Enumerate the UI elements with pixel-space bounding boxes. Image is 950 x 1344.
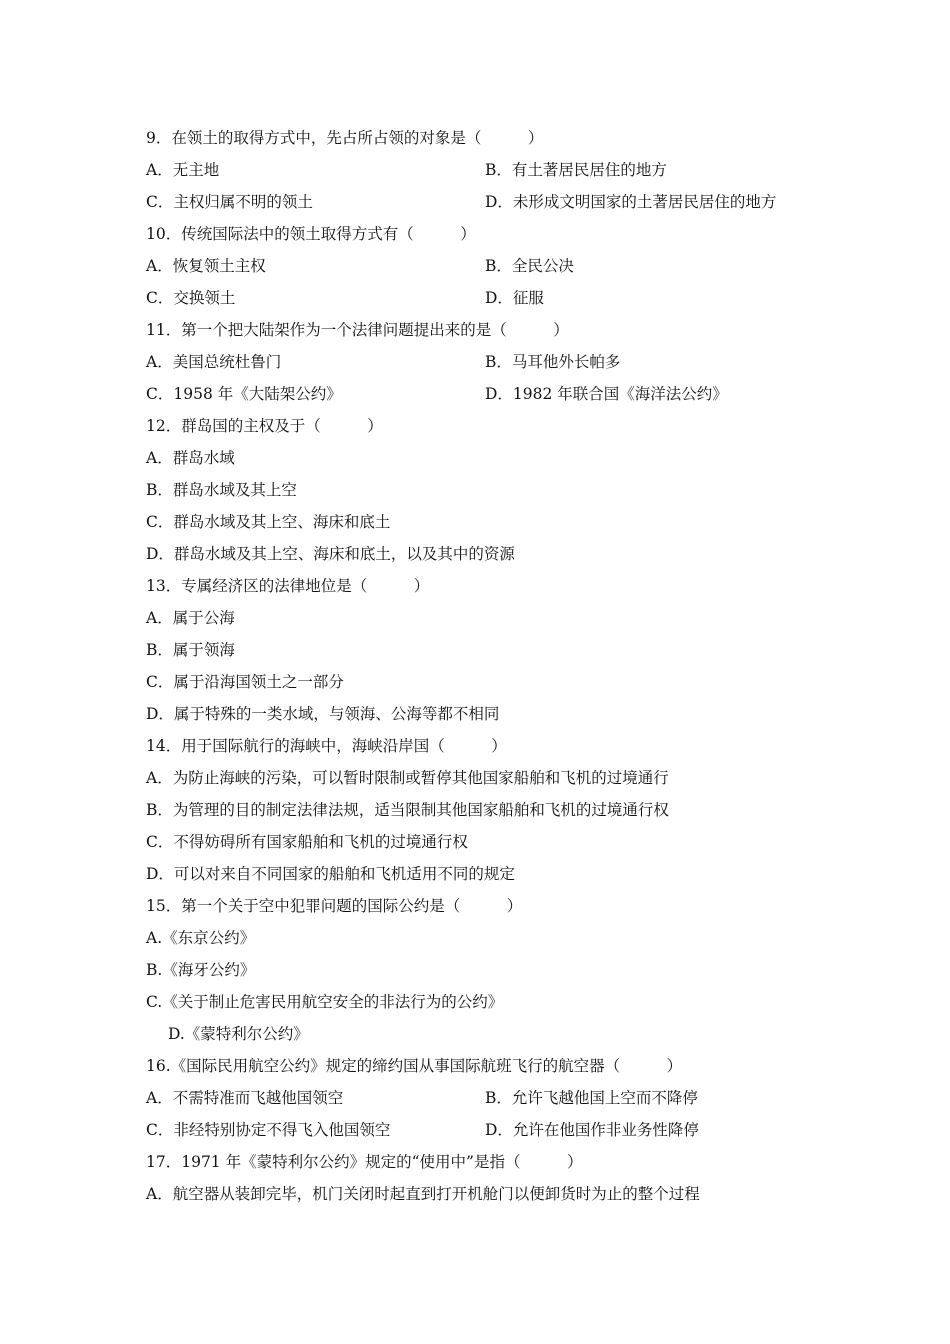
question-stem: 11．第一个把大陆架作为一个法律问题提出来的是（ ）: [146, 321, 569, 339]
option-d: D．属于特殊的一类水域，与领海、公海等都不相同: [146, 705, 500, 723]
option-row: [146, 250, 846, 282]
option-d: D．征服: [485, 289, 544, 307]
question-stem: 10．传统国际法中的领土取得方式有（ ）: [146, 225, 476, 243]
option-d: D．可以对来自不同国家的船舶和飞机适用不同的规定: [146, 865, 515, 883]
option-d: D．未形成文明国家的土著居民居住的地方: [485, 193, 777, 211]
question-stem: 13．专属经济区的法律地位是（ ）: [146, 577, 430, 595]
option-a: A．恢复领土主权: [146, 257, 266, 275]
option-row: [146, 186, 846, 218]
question-stem: 15．第一个关于空中犯罪问题的国际公约是（ ）: [146, 897, 523, 915]
option-b: B．属于领海: [146, 641, 235, 659]
option-row: [146, 1082, 846, 1114]
question-stem: 9．在领土的取得方式中，先占所占领的对象是（ ）: [146, 129, 544, 147]
option-b: B．马耳他外长帕多: [485, 353, 621, 371]
option-d: D．允许在他国作非业务性降停: [485, 1121, 699, 1139]
option-b: B.《海牙公约》: [146, 961, 256, 979]
option-c: C．1958 年《大陆架公约》: [146, 385, 342, 403]
question-stem: 12．群岛国的主权及于（ ）: [146, 417, 383, 435]
question-stem: 16.《国际民用航空公约》规定的缔约国从事国际航班飞行的航空器（ ）: [146, 1057, 683, 1075]
option-row: [146, 378, 846, 410]
option-c: C．主权归属不明的领土: [146, 193, 313, 211]
option-c: C．不得妨碍所有国家船舶和飞机的过境通行权: [146, 833, 468, 851]
option-d: D．群岛水域及其上空、海床和底土，以及其中的资源: [146, 545, 515, 563]
option-a: A．为防止海峡的污染，可以暂时限制或暂停其他国家船舶和飞机的过境通行: [146, 769, 669, 787]
option-b: B．群岛水域及其上空: [146, 481, 297, 499]
option-b: B．全民公决: [485, 257, 574, 275]
option-row: [146, 1114, 846, 1146]
option-c: C．属于沿海国领土之一部分: [146, 673, 344, 691]
option-c: C．交换领土: [146, 289, 236, 307]
option-a: A．群岛水域: [146, 449, 235, 467]
option-a: A.《东京公约》: [146, 929, 256, 947]
question-list: [146, 122, 846, 1210]
option-b: B．有土著居民居住的地方: [485, 161, 667, 179]
question-stem: 14．用于国际航行的海峡中，海峡沿岸国（ ）: [146, 737, 507, 755]
option-c: C.《关于制止危害民用航空安全的非法行为的公约》: [146, 993, 504, 1011]
option-a: A．不需特准而飞越他国领空: [146, 1089, 344, 1107]
question-stem: 17．1971 年《蒙特利尔公约》规定的“使用中”是指（ ）: [146, 1153, 583, 1171]
option-b: B．为管理的目的制定法律法规，适当限制其他国家船舶和飞机的过境通行权: [146, 801, 669, 819]
option-d: D．1982 年联合国《海洋法公约》: [485, 385, 728, 403]
option-row: [146, 282, 846, 314]
option-a: A．属于公海: [146, 609, 235, 627]
option-c: C．群岛水域及其上空、海床和底土: [146, 513, 391, 531]
option-d: D.《蒙特利尔公约》: [168, 1025, 309, 1043]
option-a: A．航空器从装卸完毕，机门关闭时起直到打开机舱门以便卸货时为止的整个过程: [146, 1185, 700, 1203]
option-c: C．非经特别协定不得飞入他国领空: [146, 1121, 391, 1139]
option-a: A．美国总统杜鲁门: [146, 353, 282, 371]
option-row: [146, 154, 846, 186]
option-row: [146, 346, 846, 378]
option-b: B．允许飞越他国上空而不降停: [485, 1089, 698, 1107]
option-a: A．无主地: [146, 161, 220, 179]
